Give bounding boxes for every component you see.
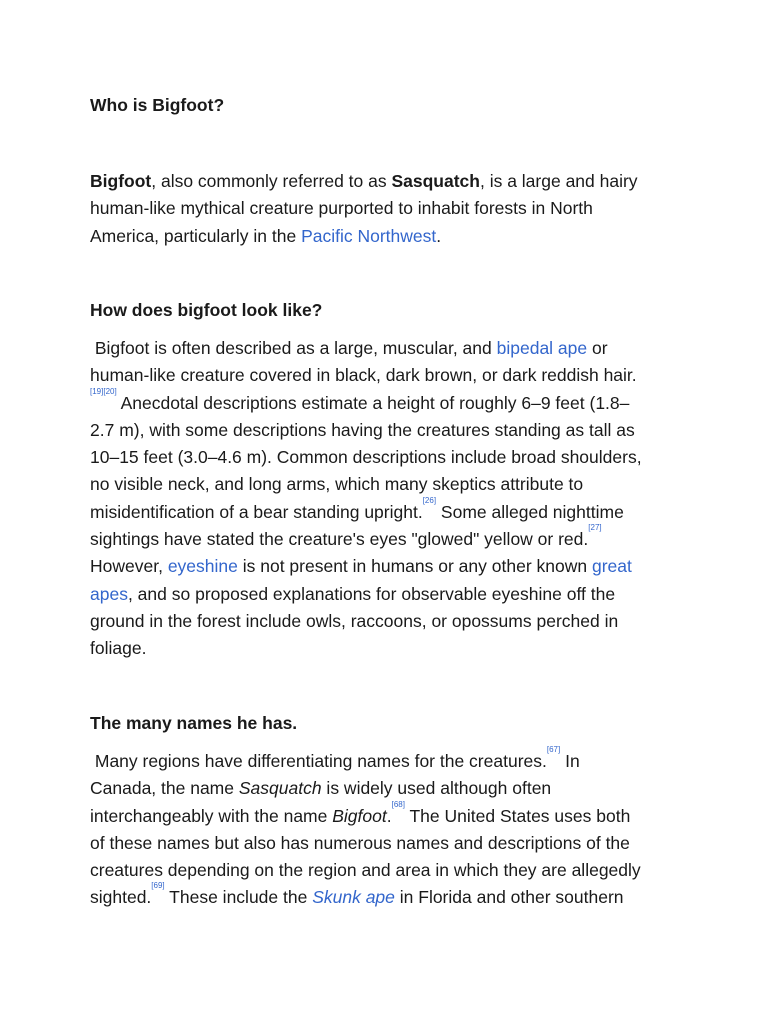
italic-sasquatch: Sasquatch xyxy=(238,778,322,799)
heading-many-names: The many names he has. xyxy=(90,713,298,733)
look-line-3 xyxy=(90,386,642,417)
paragraph-names xyxy=(90,745,641,912)
citation-68[interactable]: [68] xyxy=(391,799,405,809)
text: . xyxy=(386,805,392,826)
text: or xyxy=(587,338,608,358)
paragraph-intro xyxy=(90,168,638,250)
text: is widely used although often xyxy=(321,778,552,799)
names-line-1 xyxy=(90,745,641,775)
text: These include the xyxy=(164,887,313,908)
look-line-5: 10–15 feet (3.0–4.6 m). Common descriptions include broad shoulders, xyxy=(90,447,642,468)
citation-27[interactable]: [27] xyxy=(588,523,602,533)
look-line-12: foliage. xyxy=(90,638,147,659)
text: Anecdotal descriptions estimate a height of roughly 6–9 feet (1.8– xyxy=(116,392,630,413)
citation-67[interactable]: [67] xyxy=(546,745,561,754)
look-line-7 xyxy=(90,495,642,526)
look-line-2: human-like creature covered in black, dark brown, or dark reddish hair. xyxy=(90,365,637,386)
look-line-8 xyxy=(90,523,642,553)
text: Some alleged nighttime xyxy=(436,501,624,522)
text: , and so proposed explanations for observable eyeshine off the xyxy=(127,583,616,604)
link-bipedal-ape[interactable]: bipedal ape xyxy=(496,338,588,358)
look-line-11: ground in the forest include owls, raccoons, or opossums perched in xyxy=(90,610,619,631)
look-line-9 xyxy=(90,553,642,580)
link-pacific-northwest[interactable]: Pacific Northwest xyxy=(301,225,437,246)
text: The United States uses both xyxy=(404,805,631,826)
look-line-6: no visible neck, and long arms, which many skeptics attribute to xyxy=(90,474,584,495)
look-line-10 xyxy=(90,581,642,608)
link-eyeshine[interactable]: eyeshine xyxy=(167,556,238,577)
text: , also commonly referred to as xyxy=(151,171,392,191)
text: , is a large and hairy xyxy=(479,171,638,191)
citation-26[interactable]: [26] xyxy=(422,495,437,505)
link-great-apes-cont[interactable]: apes xyxy=(90,583,128,604)
text: However, xyxy=(90,556,168,577)
italic-bigfoot: Bigfoot xyxy=(332,805,387,826)
intro-line-2: human-like mythical creature purported to inhabit forests in North xyxy=(90,198,593,219)
look-line-1 xyxy=(90,335,642,362)
look-line-4: 2.7 m), with some descriptions having the creatures standing as tall as xyxy=(90,419,635,440)
text: Canada, the name xyxy=(90,778,239,799)
names-line-5: creatures depending on the region and area in which they are allegedly xyxy=(90,860,641,881)
text: . xyxy=(436,225,442,246)
text: sightings have stated the creature's eyes "glowed" yellow or red. xyxy=(90,529,589,550)
text: misidentification of a bear standing upright. xyxy=(90,501,423,522)
link-great-apes[interactable]: great xyxy=(591,556,632,577)
names-line-3 xyxy=(90,799,641,830)
bold-sasquatch: Sasquatch xyxy=(391,171,480,191)
citation-69[interactable]: [69] xyxy=(151,881,165,891)
text: interchangeably with the name xyxy=(90,805,333,826)
heading-how-does-bigfoot-look: How does bigfoot look like? xyxy=(90,300,323,320)
text: in Florida and other southern xyxy=(394,887,624,908)
text: America, particularly in the xyxy=(90,225,302,246)
intro-line-3 xyxy=(90,223,638,250)
heading-who-is-bigfoot: Who is Bigfoot? xyxy=(90,95,225,115)
link-skunk-ape[interactable]: Skunk ape xyxy=(312,887,395,908)
names-line-2 xyxy=(90,775,641,802)
text: Many regions have differentiating names for the creatures. xyxy=(90,751,547,771)
citation-19-20[interactable]: [19][20] xyxy=(90,386,117,396)
paragraph-appearance xyxy=(90,335,642,663)
text: is not present in humans or any other known xyxy=(237,556,592,577)
names-line-4: of these names but also has numerous names and descriptions of the xyxy=(90,832,630,853)
text: In xyxy=(560,751,580,771)
names-line-6 xyxy=(90,881,641,911)
text: Bigfoot is often described as a large, muscular, and xyxy=(90,338,497,358)
text: sighted. xyxy=(90,887,152,908)
bold-bigfoot: Bigfoot xyxy=(90,171,152,191)
intro-line-1 xyxy=(90,168,638,195)
